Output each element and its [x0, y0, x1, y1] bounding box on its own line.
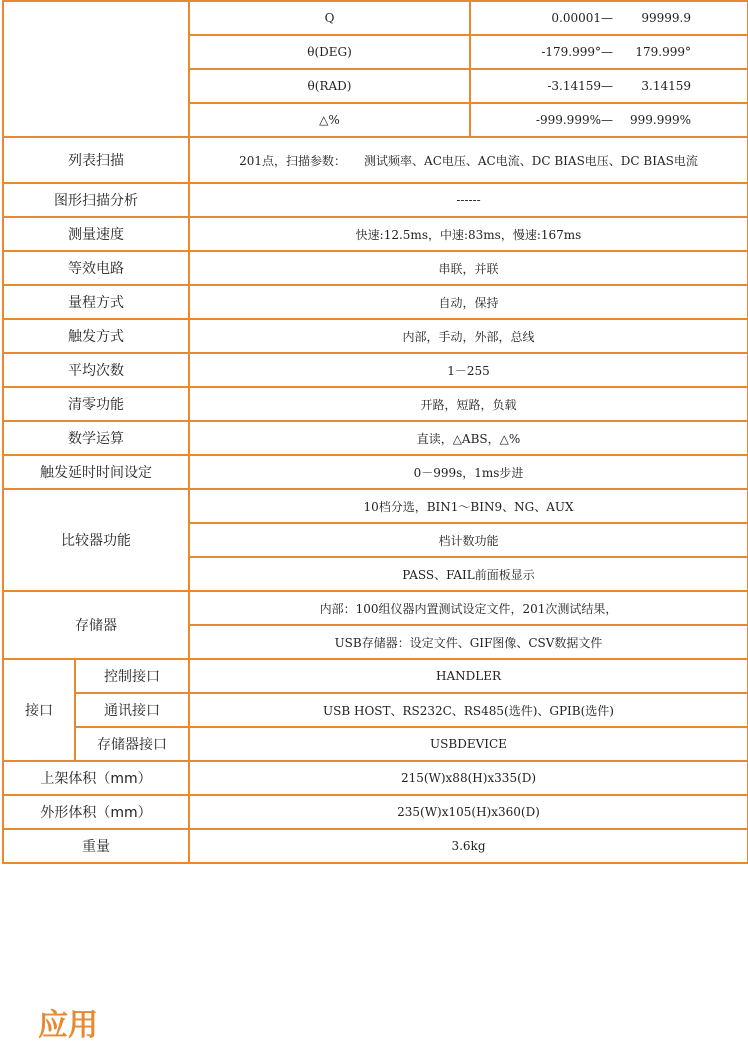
row-label: 接口 — [3, 659, 75, 761]
row-label: 图形扫描分析 — [3, 183, 189, 217]
row-comparator — [3, 489, 748, 523]
sub-label: 控制接口 — [75, 659, 189, 693]
param-range — [470, 35, 748, 69]
row-value: 3.6kg — [189, 829, 748, 863]
row-speed — [3, 217, 748, 251]
row-value: 快速:12.5ms，中速:83ms，慢速:167ms — [189, 217, 748, 251]
row-label: 量程方式 — [3, 285, 189, 319]
row-label: 平均次数 — [3, 353, 189, 387]
row-graph-scan — [3, 183, 748, 217]
row-value: 自动，保持 — [189, 285, 748, 319]
param-name: △% — [189, 103, 470, 137]
row-math — [3, 421, 748, 455]
param-min: -3.14159— — [547, 79, 613, 93]
row-label: 测量速度 — [3, 217, 189, 251]
param-max: 179.999° — [635, 45, 691, 59]
row-delay — [3, 455, 748, 489]
row-value: 235(W)x105(H)x360(D) — [189, 795, 748, 829]
row-value: 档计数功能 — [189, 523, 748, 557]
row-value: 0－999s，1ms步进 — [189, 455, 748, 489]
row-value: 1－255 — [189, 353, 748, 387]
empty-cell — [3, 1, 189, 137]
row-label: 列表扫描 — [3, 137, 189, 183]
row-zero — [3, 387, 748, 421]
row-value: 串联，并联 — [189, 251, 748, 285]
param-range — [470, 69, 748, 103]
param-max: 3.14159 — [641, 79, 691, 93]
param-min: -179.999°— — [541, 45, 613, 59]
row-label: 外形体积（mm） — [3, 795, 189, 829]
row-interface-storage — [3, 727, 748, 761]
row-label: 清零功能 — [3, 387, 189, 421]
row-value: PASS、FAIL前面板显示 — [189, 557, 748, 591]
row-outline-size — [3, 795, 748, 829]
param-range — [470, 1, 748, 35]
param-min: 0.00001— — [551, 11, 613, 25]
param-name: Q — [189, 1, 470, 35]
row-value: 10档分选，BIN1～BIN9、NG、AUX — [189, 489, 748, 523]
row-value: 内部，手动，外部，总线 — [189, 319, 748, 353]
row-trigger — [3, 319, 748, 353]
param-row-q — [3, 1, 748, 35]
row-label: 等效电路 — [3, 251, 189, 285]
row-label: 存储器 — [3, 591, 189, 659]
row-value: 直读，△ABS，△% — [189, 421, 748, 455]
row-label: 重量 — [3, 829, 189, 863]
row-interface-control — [3, 659, 748, 693]
spec-table — [2, 0, 748, 864]
row-label: 比较器功能 — [3, 489, 189, 591]
param-min: -999.999%— — [535, 113, 613, 127]
sub-label: 存储器接口 — [75, 727, 189, 761]
row-label: 上架体积（mm） — [3, 761, 189, 795]
row-value: ------ — [189, 183, 748, 217]
row-value: 201点，扫描参数： 测试频率、AC电压、AC电流、DC BIAS电压、DC BIAS电流 — [189, 137, 748, 183]
param-name: θ(DEG) — [189, 35, 470, 69]
row-average — [3, 353, 748, 387]
row-value: HANDLER — [189, 659, 748, 693]
row-value: USB存储器：设定文件、GIF图像、CSV数据文件 — [189, 625, 748, 659]
row-interface-comm — [3, 693, 748, 727]
row-label: 触发延时时间设定 — [3, 455, 189, 489]
row-value: 215(W)x88(H)x335(D) — [189, 761, 748, 795]
param-max: 99999.9 — [641, 11, 691, 25]
param-max: 999.999% — [629, 113, 691, 127]
row-rack-size — [3, 761, 748, 795]
row-label: 触发方式 — [3, 319, 189, 353]
row-list-scan — [3, 137, 748, 183]
sub-label: 通讯接口 — [75, 693, 189, 727]
param-name: θ(RAD) — [189, 69, 470, 103]
param-range — [470, 103, 748, 137]
row-value: 内部：100组仪器内置测试设定文件，201次测试结果， — [189, 591, 748, 625]
row-weight — [3, 829, 748, 863]
section-title: 应用 — [38, 1008, 98, 1043]
row-value: USB HOST、RS232C、RS485(选件)、GPIB(选件) — [189, 693, 748, 727]
row-range — [3, 285, 748, 319]
row-value: USBDEVICE — [189, 727, 748, 761]
row-circuit — [3, 251, 748, 285]
row-value: 开路，短路，负载 — [189, 387, 748, 421]
row-storage — [3, 591, 748, 625]
row-label: 数学运算 — [3, 421, 189, 455]
